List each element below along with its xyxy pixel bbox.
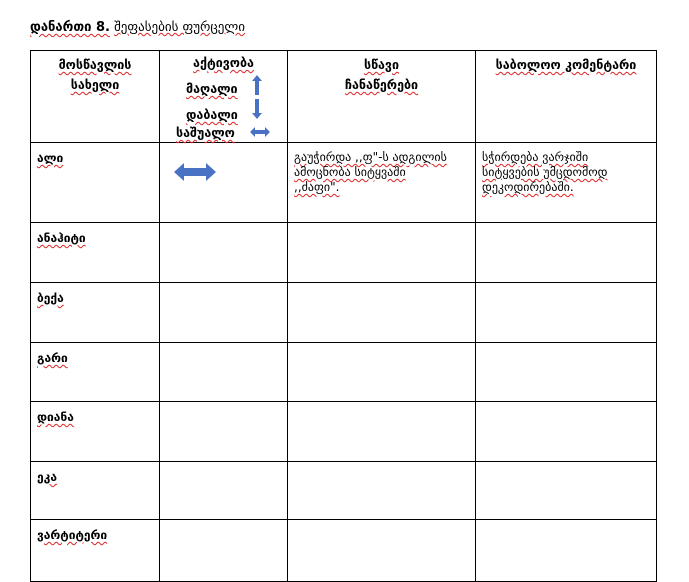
header-final-comment bbox=[476, 51, 657, 143]
student-name: ანაჰიტი bbox=[37, 231, 86, 245]
notes-cell bbox=[288, 283, 476, 343]
table-row bbox=[31, 462, 657, 520]
notes-cell bbox=[288, 520, 476, 582]
table-row bbox=[31, 343, 657, 402]
header-activity bbox=[160, 51, 288, 143]
level-high-label: მაღალი bbox=[186, 81, 238, 96]
student-name-cell bbox=[31, 520, 160, 582]
notes-line: გაუჭირდა ,,ფ"-ს ადგილის bbox=[294, 150, 447, 164]
header-name-line1: მოსწავლის bbox=[58, 57, 132, 72]
arrow-horizontal-icon bbox=[250, 127, 270, 137]
header-name-line2: სახელი bbox=[70, 77, 120, 92]
student-name: ალი bbox=[37, 151, 64, 165]
notes-cell bbox=[288, 343, 476, 402]
header-student-name bbox=[31, 51, 160, 143]
arrow-down-icon bbox=[252, 99, 262, 119]
student-name: დიანა bbox=[37, 410, 74, 424]
table-row bbox=[31, 520, 657, 582]
header-row bbox=[31, 51, 657, 143]
title-prefix: დანართი 8. bbox=[30, 20, 110, 35]
arrow-up-icon bbox=[252, 75, 262, 95]
notes-cell bbox=[288, 402, 476, 462]
comment-cell bbox=[476, 402, 657, 462]
table-row bbox=[31, 402, 657, 462]
document-title bbox=[30, 20, 245, 35]
comment-cell bbox=[476, 283, 657, 343]
notes-cell bbox=[288, 462, 476, 520]
student-name-cell bbox=[31, 343, 160, 402]
level-low-label: დაბალი bbox=[186, 107, 238, 122]
comment-line: სიტყვების უმცდომოდ bbox=[482, 165, 608, 179]
activity-cell bbox=[160, 402, 288, 462]
header-error-notes bbox=[288, 51, 476, 143]
student-name: ბექა bbox=[37, 291, 64, 305]
header-errors-line1: სწავი bbox=[363, 57, 400, 72]
student-name: ვარტიტერი bbox=[37, 528, 108, 542]
notes-line: ამოცნობა სიტყვაში bbox=[294, 165, 406, 179]
student-name-cell bbox=[31, 143, 160, 223]
comment-cell bbox=[476, 520, 657, 582]
notes-cell bbox=[288, 223, 476, 283]
activity-cell bbox=[160, 143, 288, 223]
activity-cell bbox=[160, 462, 288, 520]
table-row bbox=[31, 143, 657, 223]
student-name-cell bbox=[31, 283, 160, 343]
comment-cell bbox=[476, 343, 657, 402]
comment-cell bbox=[476, 462, 657, 520]
notes-line: ,,ძაფი". bbox=[294, 180, 340, 194]
student-name: გარი bbox=[37, 351, 68, 365]
header-errors-line2: ჩანაწერები bbox=[344, 77, 419, 92]
level-medium-label: საშუალო bbox=[176, 125, 235, 140]
title-text: შეფასების ფურცელი bbox=[114, 20, 245, 35]
activity-cell bbox=[160, 283, 288, 343]
activity-cell bbox=[160, 223, 288, 283]
table-row bbox=[31, 223, 657, 283]
comment-cell bbox=[476, 143, 657, 223]
student-name: ეკა bbox=[37, 470, 57, 484]
assessment-table bbox=[30, 50, 657, 582]
comment-line: დეკოდირებაში. bbox=[482, 180, 574, 194]
table-row bbox=[31, 283, 657, 343]
comment-line: სჭირდება ვარჯიში bbox=[482, 150, 589, 164]
header-final-comment-label: საბოლოო კომენტარი bbox=[495, 57, 637, 72]
activity-cell bbox=[160, 343, 288, 402]
activity-cell bbox=[160, 520, 288, 582]
student-name-cell bbox=[31, 462, 160, 520]
notes-cell bbox=[288, 143, 476, 223]
student-name-cell bbox=[31, 402, 160, 462]
comment-cell bbox=[476, 223, 657, 283]
header-activity-label: აქტივობა bbox=[193, 55, 254, 70]
student-name-cell bbox=[31, 223, 160, 283]
medium-arrow-icon bbox=[174, 163, 216, 181]
